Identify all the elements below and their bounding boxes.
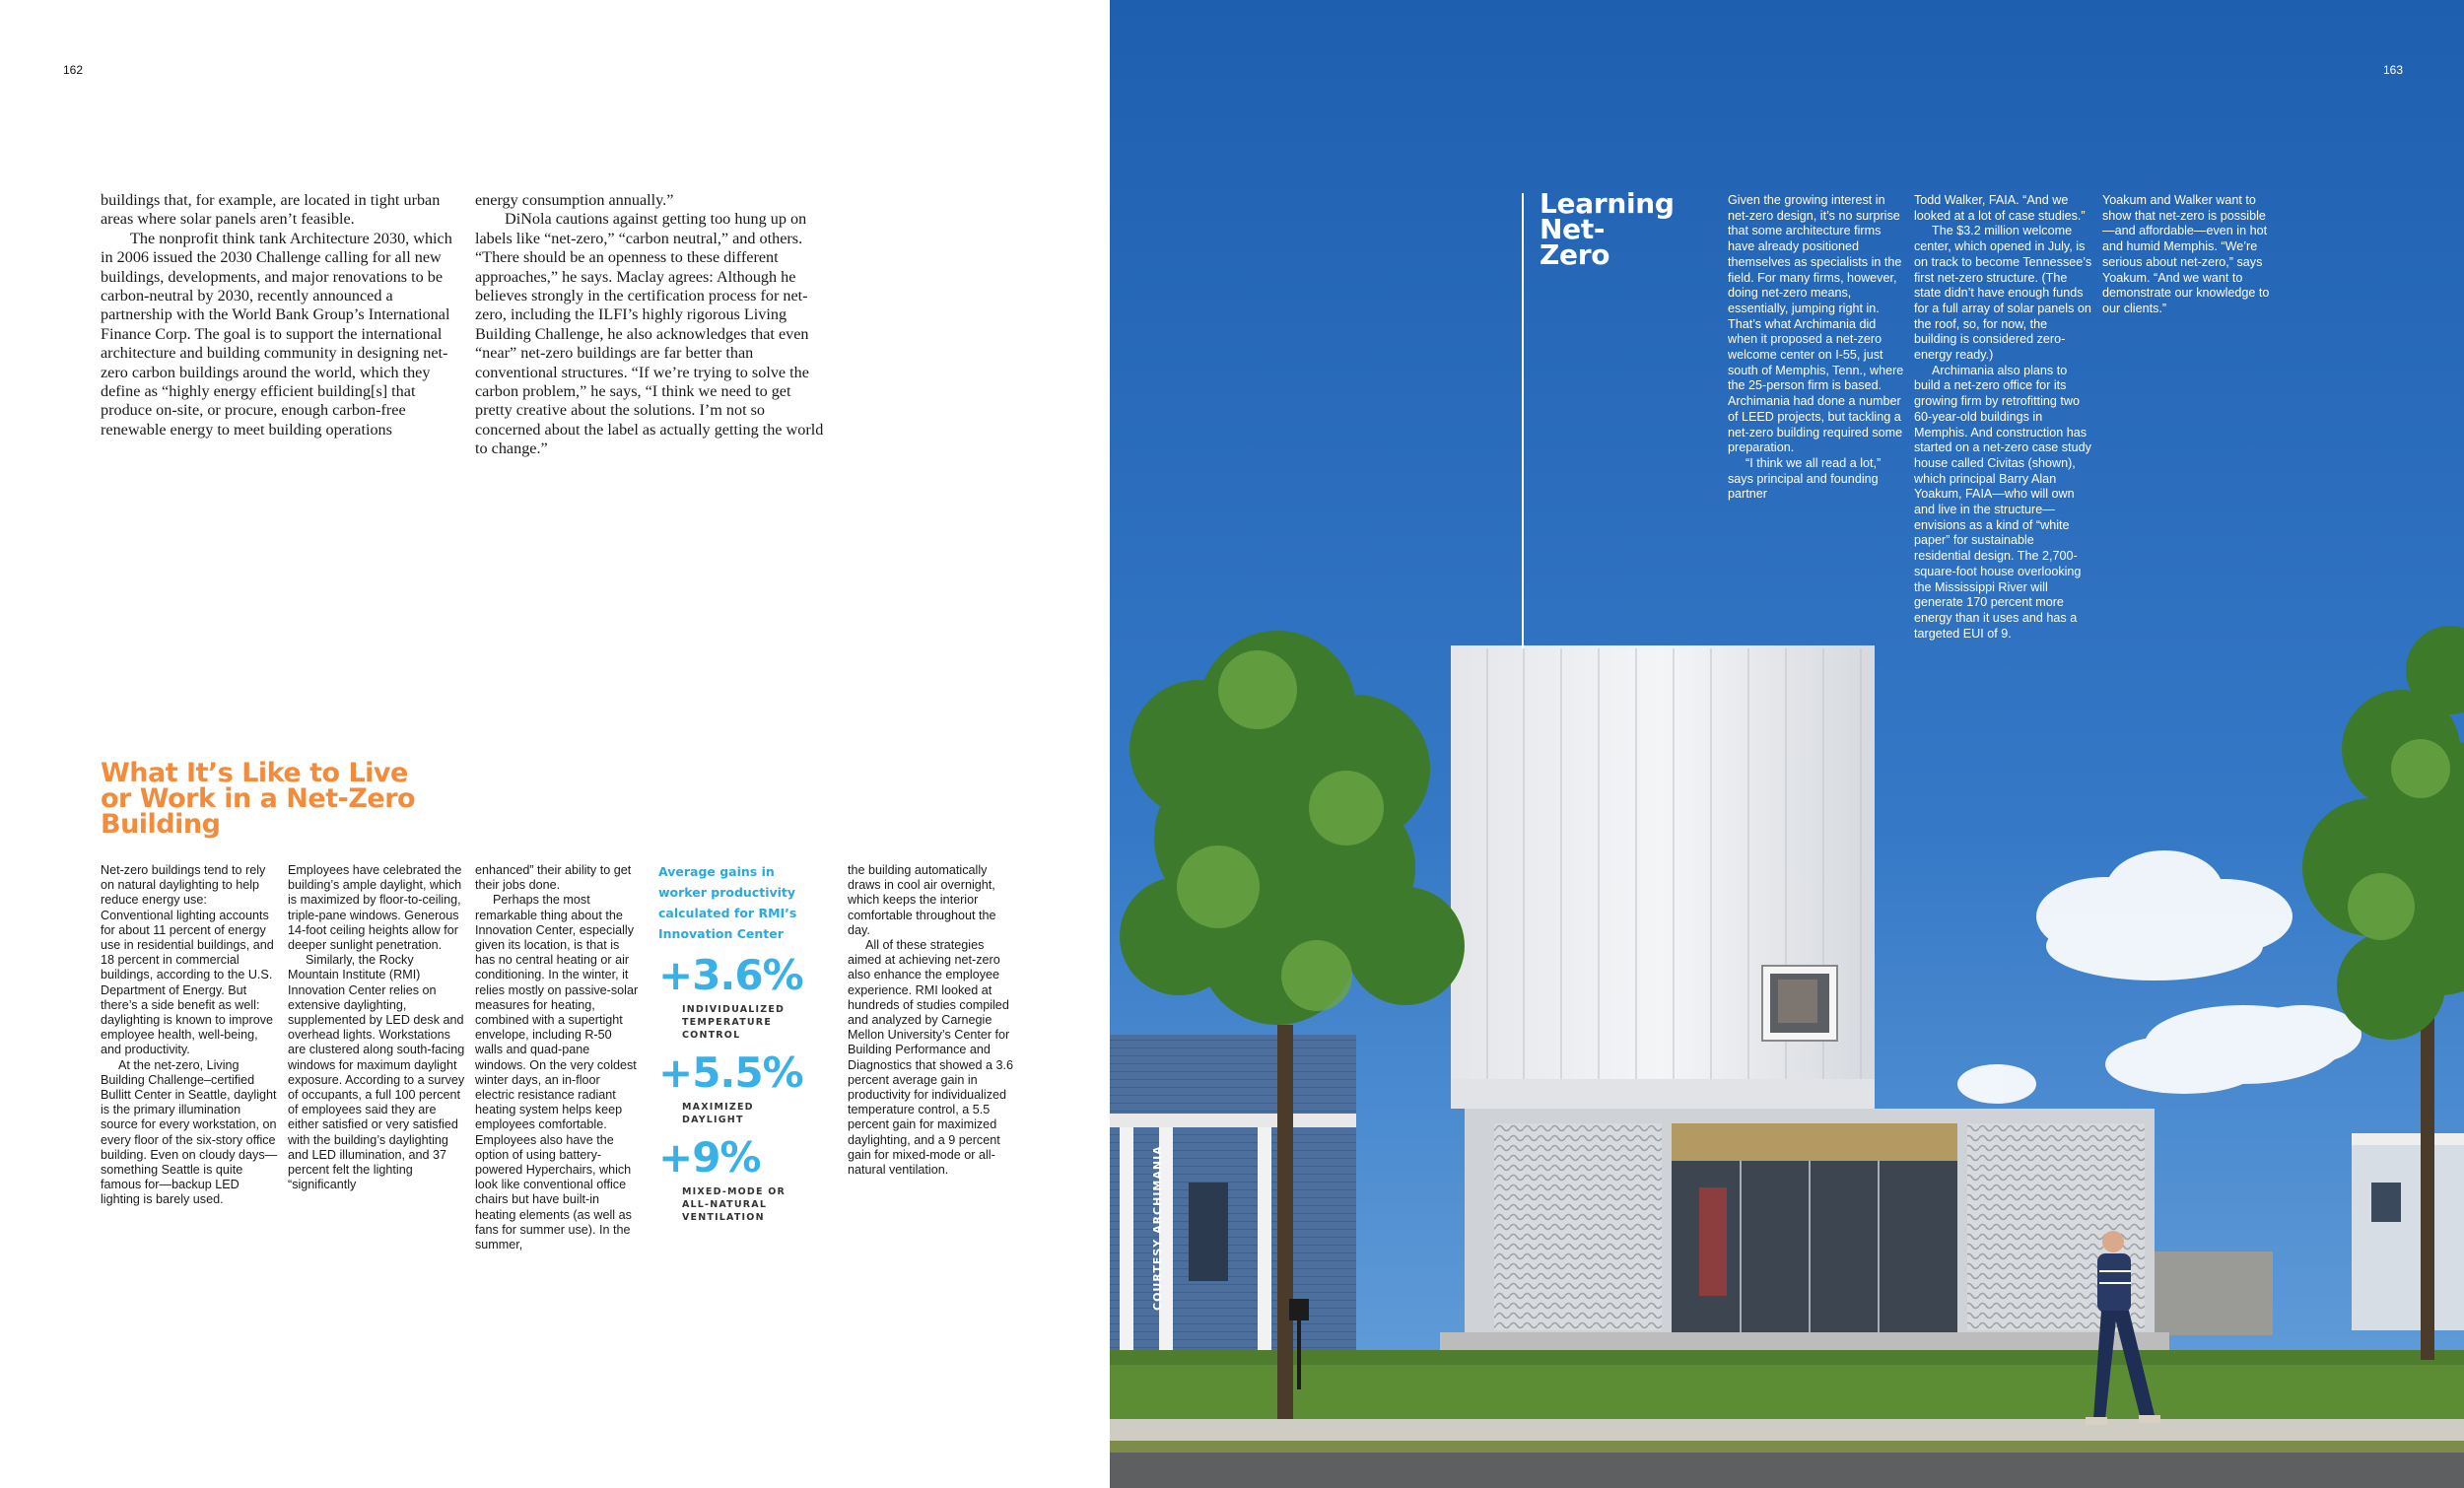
productivity-stats <box>658 861 816 1224</box>
paragraph: Yoakum and Walker want to show that net-zero is possible—and affordable—even in hot and humid Memphis. “We’re serious about net-zero,” says Yoakum. “And we want to demonstrate our knowledge to our clients.” <box>2102 193 2270 315</box>
feature-heading <box>1540 187 1675 271</box>
stat-value: +3.6% <box>658 951 803 999</box>
sidebar-column-1 <box>101 863 278 1208</box>
stat-value: +9% <box>658 1133 761 1182</box>
paragraph: Todd Walker, FAIA. “And we looked at a lot of case studies.” <box>1914 193 2086 223</box>
feature-column-3 <box>2102 193 2275 317</box>
article-column-1 <box>101 191 455 440</box>
sidebar-column-2 <box>288 863 465 1192</box>
feature-column-2 <box>1914 193 2093 642</box>
paragraph: DiNola cautions against getting too hung up on labels like “net-zero,” “carbon neutral,” and others. “There should be an openness to these different approaches,” he says. Maclay agrees: Although he believes strongly in the certification process for net-zero, including the ILFI’s highly rigorous Living Building Challenge, he also acknowledges that even “near” net-zero buildings are far better than conventional structures. “If we’re trying to solve the carbon problem,” he says, “I think we need to get pretty creative about the solutions. I’m not so concerned about the label as actually getting the world to change.” <box>475 210 824 458</box>
stat-temperature <box>658 951 816 1042</box>
paragraph: The nonprofit think tank Architecture 2030, which in 2006 issued the 2030 Challenge calling for all new buildings, developments, and major renovations to be carbon-neutral by 2030, recently announced a partnership with the World Bank Group’s International Finance Corp. The goal is to support the international architecture and building community in designing net-zero carbon buildings around the world, which they define as “highly energy efficient building[s] that produce on-site, or procure, enough carbon-free renewable energy to meet building operations <box>101 229 452 439</box>
paragraph: At the net-zero, Living Building Challenge–certified Bullitt Center in Seattle, daylight is the primary illumination source for every workstation, on every floor of the six-story office building. Even on cloudy days—something Seattle is quite famous for—backup LED lighting is barely used. <box>101 1057 278 1207</box>
page-number-right: 163 <box>2383 63 2404 77</box>
stat-daylight <box>658 1048 816 1126</box>
sidebar-column-3 <box>475 863 643 1252</box>
heading-rule <box>1522 193 1524 648</box>
feature-heading-text: Learning Net-Zero <box>1540 187 1675 271</box>
stats-intro: Average gains in worker productivity calculated for RMI’s Innovation Center <box>658 864 797 941</box>
photo-credit: COURTESY ARCHIMANIA <box>1151 1145 1164 1311</box>
stat-label: MIXED-MODE OR ALL-NATURAL VENTILATION <box>682 1186 787 1223</box>
paragraph: buildings that, for example, are located in tight urban areas where solar panels aren’t feasible. <box>101 191 441 229</box>
paragraph: energy consumption annually.” <box>475 191 674 209</box>
article-column-2 <box>475 191 830 459</box>
stat-ventilation <box>658 1133 816 1224</box>
paragraph: enhanced” their ability to get their jobs done. <box>475 863 632 893</box>
left-page <box>0 0 1110 1488</box>
sidebar-column-4 <box>848 863 1017 1178</box>
paragraph: The $3.2 million welcome center, which opened in July, is on track to become Tennessee’s first net-zero structure. (The state didn’t have enough funds for a full array of solar panels on the roof, so, for now, the building is considered zero-energy ready.) <box>1914 224 2092 363</box>
stat-label: MAXIMIZED DAYLIGHT <box>682 1102 754 1125</box>
paragraph: Perhaps the most remarkable thing about the Innovation Center, especially given its location, is that is has no central heating or air conditioning. In the winter, it relies mostly on passive-solar measures for heating, combined with a supertight envelope, including R-50 walls and quad-pane windows. On the very coldest winter days, an in-floor electric resistance radiant heating system helps keep employees comfortable. Employees also have the option of using battery-powered Hyperchairs, which look like conventional office chairs but have built-in heating elements (as well as fans for summer use). In the summer, <box>475 893 639 1252</box>
paragraph: Employees have celebrated the building’s ample daylight, which is maximized by floor-to-ceiling, triple-pane windows. Generous 14-foot ceiling heights allow for deeper sunlight penetration. <box>288 863 462 953</box>
feature-column-1 <box>1728 193 1907 503</box>
stat-value: +5.5% <box>658 1048 803 1097</box>
paragraph: Similarly, the Rocky Mountain Institute (RMI) Innovation Center relies on extensive daylighting, supplemented by LED desk and overhead lights. Workstations are clustered along south-facing windows for maximum daylight exposure. According to a survey of occupants, a full 100 percent of employees said they are either satisfied or very satisfied with the building’s daylighting and LED illumination, and 37 percent felt the lighting “significantly <box>288 953 465 1192</box>
paragraph: Given the growing interest in net-zero design, it’s no surprise that some architecture firms have already positioned themselves as specialists in the field. For many firms, however, doing net-zero means, essentially, jumping right in. That’s what Archimania did when it proposed a net-zero welcome center on I-55, just south of Memphis, Tenn., where the 25-person firm is based. Archimania had done a number of LEED projects, but tackling a net-zero building required some preparation. <box>1728 193 1904 455</box>
sidebar-heading: What It’s Like to Live or Work in a Net-Zero Building <box>101 758 416 840</box>
page-number-left: 162 <box>63 63 84 77</box>
paragraph: Archimania also plans to build a net-zero office for its growing firm by retrofitting two 60-year-old buildings in Memphis. And construction has started on a net-zero case study house called Civitas (shown), which principal Barry Alan Yoakum, FAIA—who will own and live in the structure—envisions as a kind of “white paper” for sustainable residential design. The 2,700-square-foot house overlooking the Mississippi River will generate 170 percent more energy than it uses and has a targeted EUI of 9. <box>1914 363 2091 641</box>
paragraph: Net-zero buildings tend to rely on natural daylighting to help reduce energy use: Conventional lighting accounts for about 11 percent of energy use in residential buildings, and 18 percent in commercial buildings, according to the U.S. Department of Energy. But there’s a side benefit as well: daylighting is known to improve employee health, well-being, and productivity. <box>101 863 274 1057</box>
stat-label: INDIVIDUALIZED TEMPERATURE CONTROL <box>682 1004 786 1041</box>
paragraph: the building automatically draws in cool air overnight, which keeps the interior comfortable throughout the day. <box>848 863 996 937</box>
paragraph: “I think we all read a lot,” says principal and founding partner <box>1728 455 1882 502</box>
paragraph: All of these strategies aimed at achieving net-zero also enhance the employee experience. RMI looked at hundreds of studies compiled and analyzed by Carnegie Mellon University’s Center for Building Performance and Diagnostics that showed a 3.6 percent average gain in productivity for individualized temperature control, a 5.5 percent gain for maximized daylighting, and a 9 percent gain for mixed-mode or all-natural ventilation. <box>848 938 1014 1178</box>
